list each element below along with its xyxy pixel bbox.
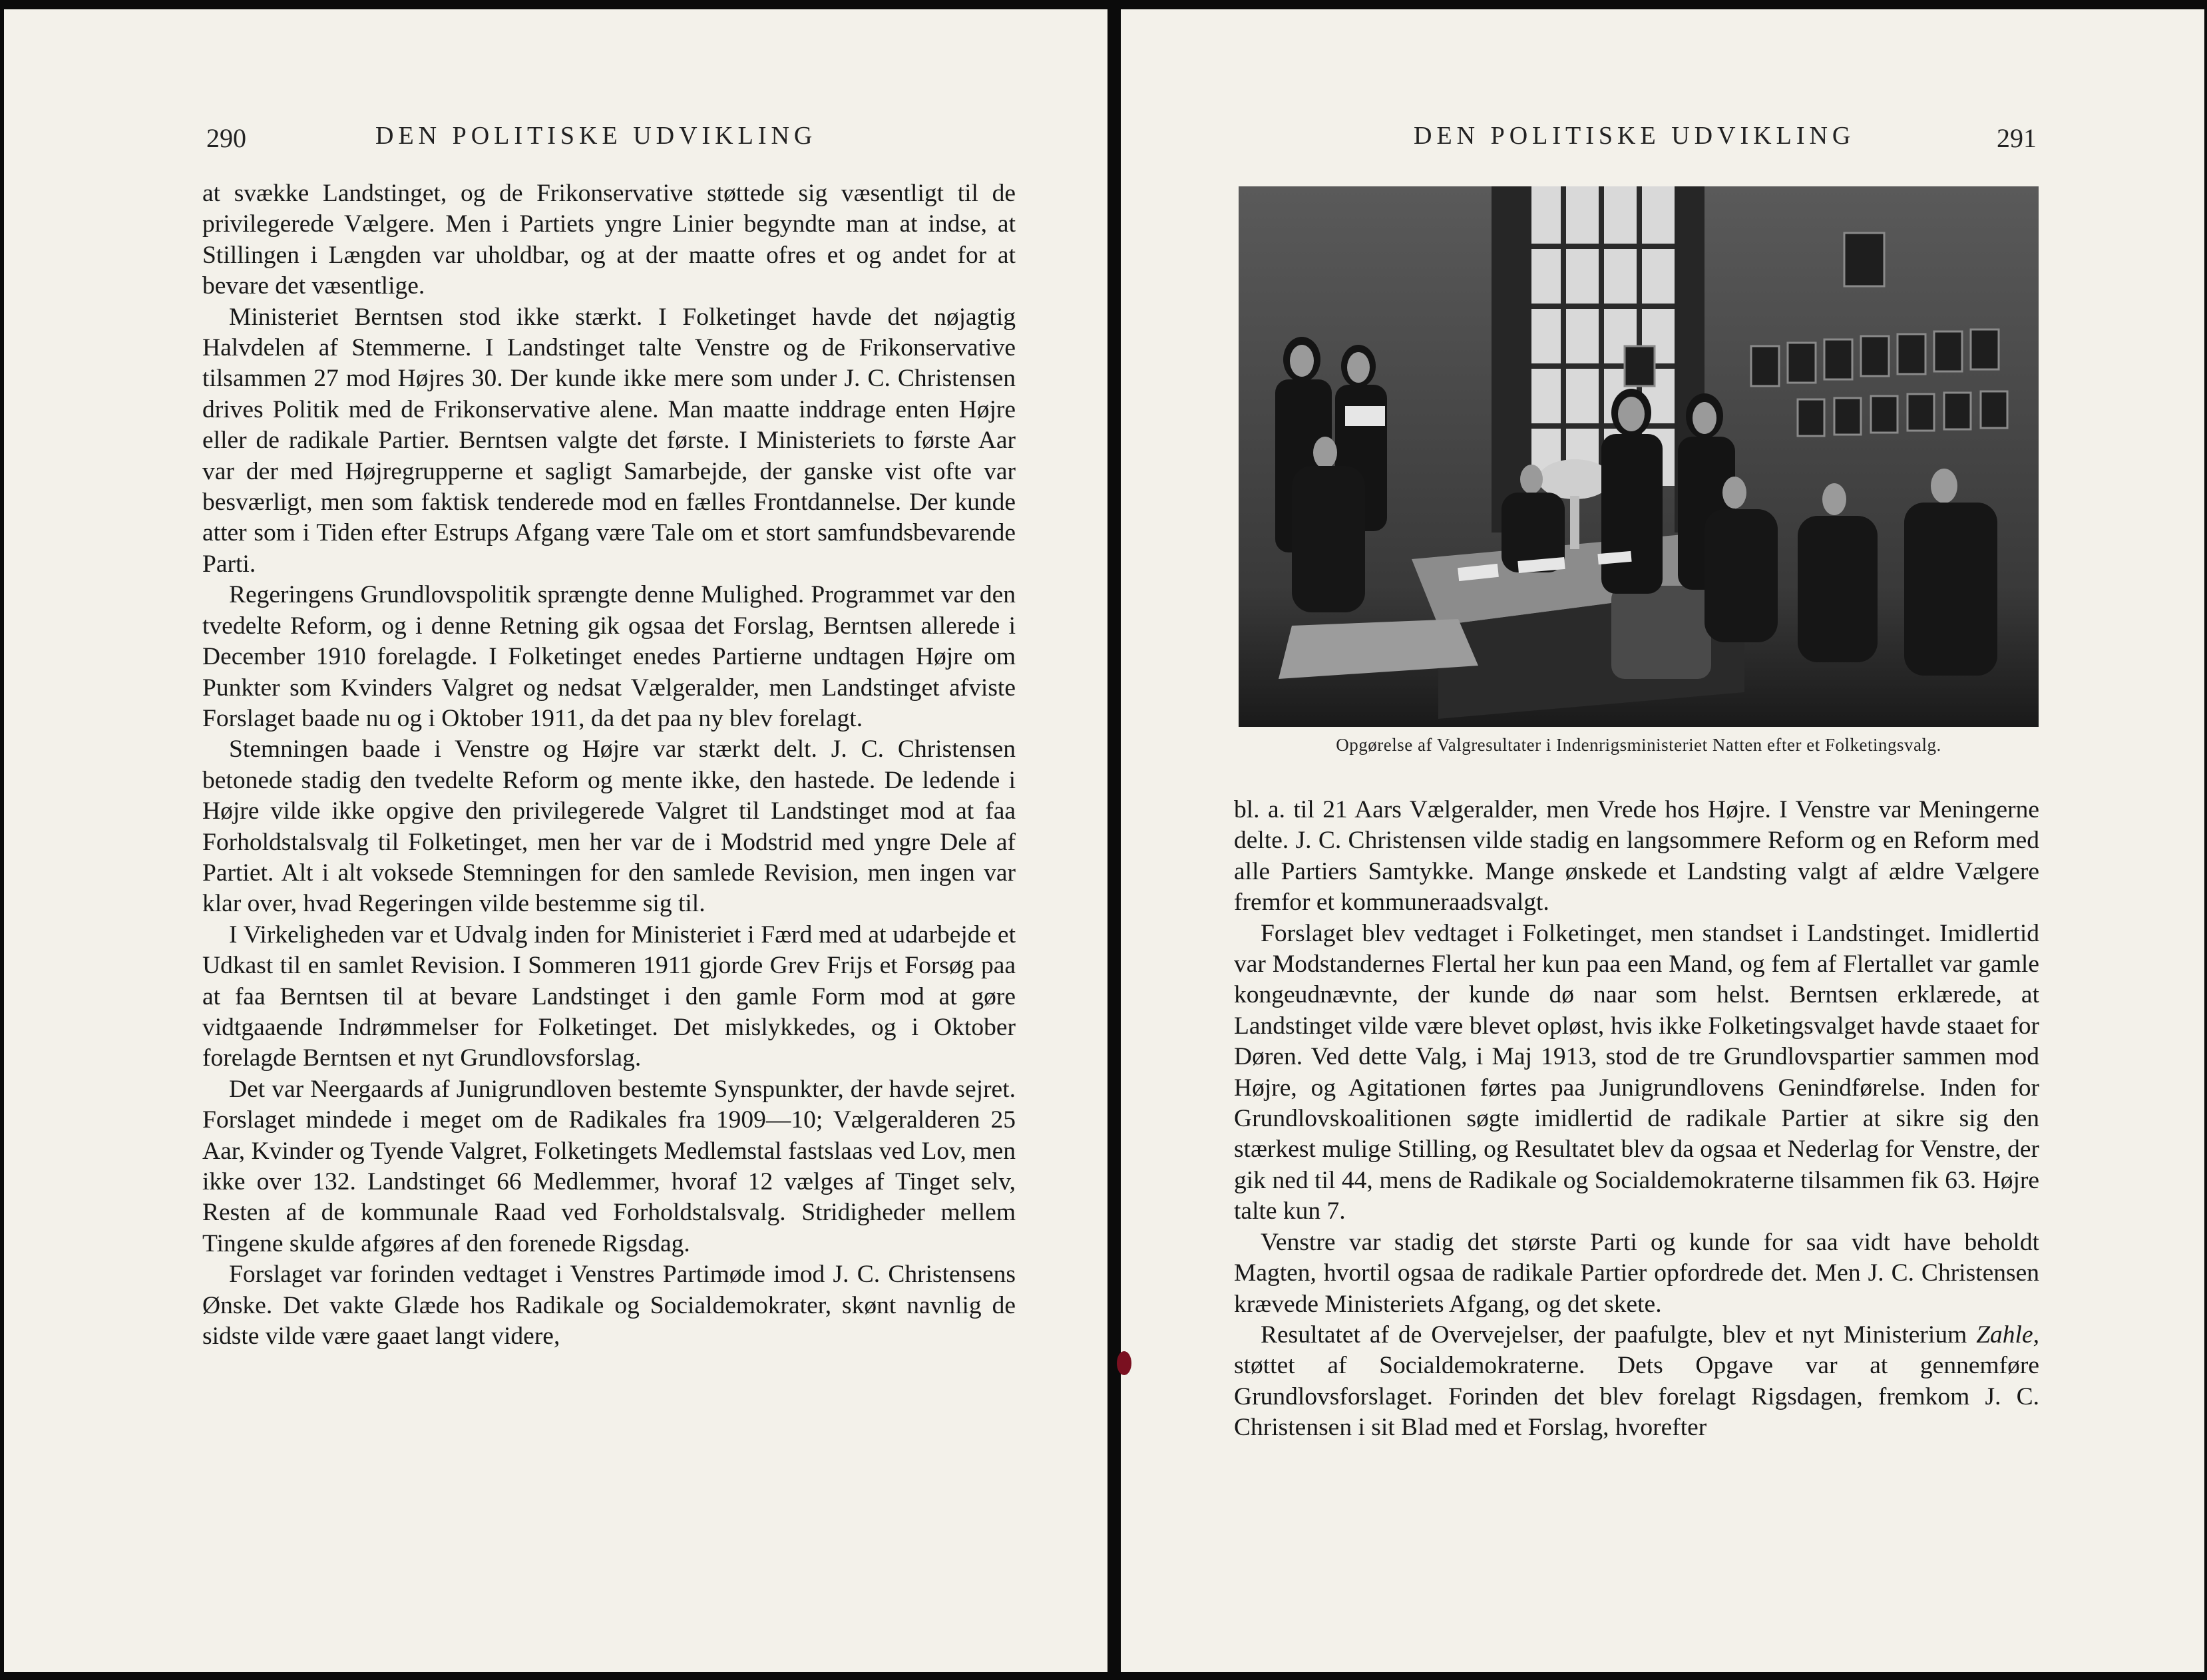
left-paragraph: Stemningen baade i Venstre og Højre var stærkt delt. J. C. Christensen betonede stadig den tvedelte Reform og mente ikke, den hastede. De ledende i Højre vilde ikke opgive den privilegerede Valgret til Landstinget mod at faa Forholdstalsvalg til Folketinget, men her var de i Modstrid med yngre Dele af Partiet. Alt i alt voksede Stemningen for den samlede Revision, men ingen var klar over, hvad Regeringen vilde bestemme sig til. <box>202 735 1016 918</box>
left-paragraph: I Virkeligheden var et Udvalg inden for Ministeriet i Færd med at udarbejde et Udkast til en samlet Revision. I Sommeren 1911 gjorde Grev Frijs et Forsøg paa at faa Berntsen til at bevare Landstinget i den gamle Form mod at gøre vidtgaaende Indrømmelser for Folketinget. Det mislykkedes, og i Oktober forelagde Berntsen et nyt Grundlovsforslag. <box>202 921 1016 1072</box>
left-paragraph: Ministeriet Berntsen stod ikke stærkt. I Folketinget havde det nøjagtig Halvdelen af Stemmerne. I Landstinget talte Venstre og de Frikonservative tilsammen 27 mod Højres 30. Der kunde ikke mere som under J. C. Christensen drives Politik med de Frikonservative alene. Man maatte inddrage enten Højre eller de radikale Partier. Berntsen valgte det første. I Ministeriets to første Aar var der med Højregrupperne et sagligt Samarbejde, der ganske vist ofte var besværligt, men som faktisk tenderede mod en fælles Frontdannelse. Der kunde atter som i Tiden efter Estrups Afgang være Tale om et stort samfundsbevarende Parti. <box>202 303 1016 578</box>
right-paragraph: Venstre var stadig det største Parti og kunde for saa vidt have beholdt Magten, hvortil ogsaa de radikale Partier opfordrede det. Men J. C. Christensen krævede Ministeriets Afgang, og det skete. <box>1234 1228 2039 1318</box>
left-page-number: 290 <box>206 123 246 153</box>
photo-caption: Opgørelse af Valgresultater i Indenrigsministeriet Natten efter et Folketingsvalg. <box>1336 735 1941 755</box>
photograph-election-count <box>1239 186 2039 727</box>
left-paragraph: Det var Neergaards af Junigrundloven bestemte Synspunkter, der havde sejret. Forslaget mindede i meget om de Radikales fra 1909—10; Vælgeralderen 25 Aar, Kvinder og Tyende Valgret, Folketingets Medlemstal fastslaas ved Lov, men ikke over 132. Landstinget 66 Medlemmer, hvoraf 12 vælges af Tinget selv, Resten af de kommunale Raad ved Forholdstalsvalg. Stridigheder mellem Tingene skulde afgøres af den forenede Rigsdag. <box>202 1075 1016 1257</box>
right-paragraph: bl. a. til 21 Aars Vælgeralder, men Vrede hos Højre. I Venstre var Meningerne delte. J. C. Christensen vilde stadig en langsommere Reform og en Reform med alle Partiers Samtykke. Mange ønskede et Landsting valgt af ældre Vælgere fremfor et kommuneraadsvalgt. <box>1234 796 2039 917</box>
left-paragraph: at svække Landstinget, og de Frikonservative støttede sig væsentligt til de privilegerede Vælgere. Men i Partiets yngre Linier begyndte man at indse, at Stillingen i Længden var uholdbar, og at der maatte ofres et og andet for at bevare det væsentlige. <box>202 180 1016 300</box>
left-paragraph: Forslaget var forinden vedtaget i Venstres Partimøde imod J. C. Christensens Ønske. Det vakte Glæde hos Radikale og Socialdemokrater, skønt navnlig de sidste vilde være gaaet langt videre, <box>202 1261 1016 1351</box>
right-running-head: DEN POLITISKE UDVIKLING <box>1414 122 1856 150</box>
right-paragraph: Forslaget blev vedtaget i Folketinget, men standset i Landstinget. Imidlertid var Modstandernes Flertal her kun paa een Mand, og fem af Flertallet var gamle kongeudnævnte, der kunde dø naar som helst. Berntsen erklærede, at Landstinget vilde være blevet opløst, hvis ikke Folketingsvalget havde staaet for Døren. Ved dette Valg, i Maj 1913, stod de tre Grundlovspartier sammen mod Højre, og Agitationen førtes paa Junigrundlovens Genindførelse. Inden for Grundlovskoalitionen søgte imidlertid de radikale Partier at sikre sig den stærkest mulige Stilling, og Resultatet blev da ogsaa et Nederlag for Venstre, der gik ned til 44, mens de Radikale og Socialdemokraterne tilsammen fik 63. Højre talte kun 7. <box>1234 919 2039 1225</box>
ink-stain <box>1117 1351 1131 1375</box>
left-paragraph: Regeringens Grundlovspolitik sprængte denne Mulighed. Programmet var den tvedelte Reform, og i denne Retning gik ogsaa det Forslag, Berntsen allerede i December 1910 forelagde. I Folketinget enedes Partierne undtagen Højre om Punkter som Kvinders Valgret og nedsat Vælgeralder, men Landstinget afviste Forslaget baade nu og i Oktober 1911, da det paa ny blev forelagt. <box>202 581 1016 732</box>
left-running-head: DEN POLITISKE UDVIKLING <box>375 122 817 150</box>
right-body-text <box>1234 795 2039 1444</box>
left-page <box>4 9 1107 1672</box>
left-body-text <box>202 178 1016 1352</box>
right-page-number: 291 <box>1997 123 2037 153</box>
right-paragraph-last <box>1234 1320 2039 1444</box>
text-run: støttet af Socialdemokraterne. Dets Opgave var at gennemføre Grundlovsforslaget. Forinden det blev forelagt Rigsdagen, fremkom J. C. Christensen i sit Blad med et Forslag, hvorefter <box>1234 1352 2039 1442</box>
italic-name: Zahle, <box>1976 1321 2039 1349</box>
text-run: Resultatet af de Overvejelser, der paafulgte, blev et nyt Ministerium <box>1261 1321 1977 1349</box>
right-page <box>1121 9 2204 1672</box>
